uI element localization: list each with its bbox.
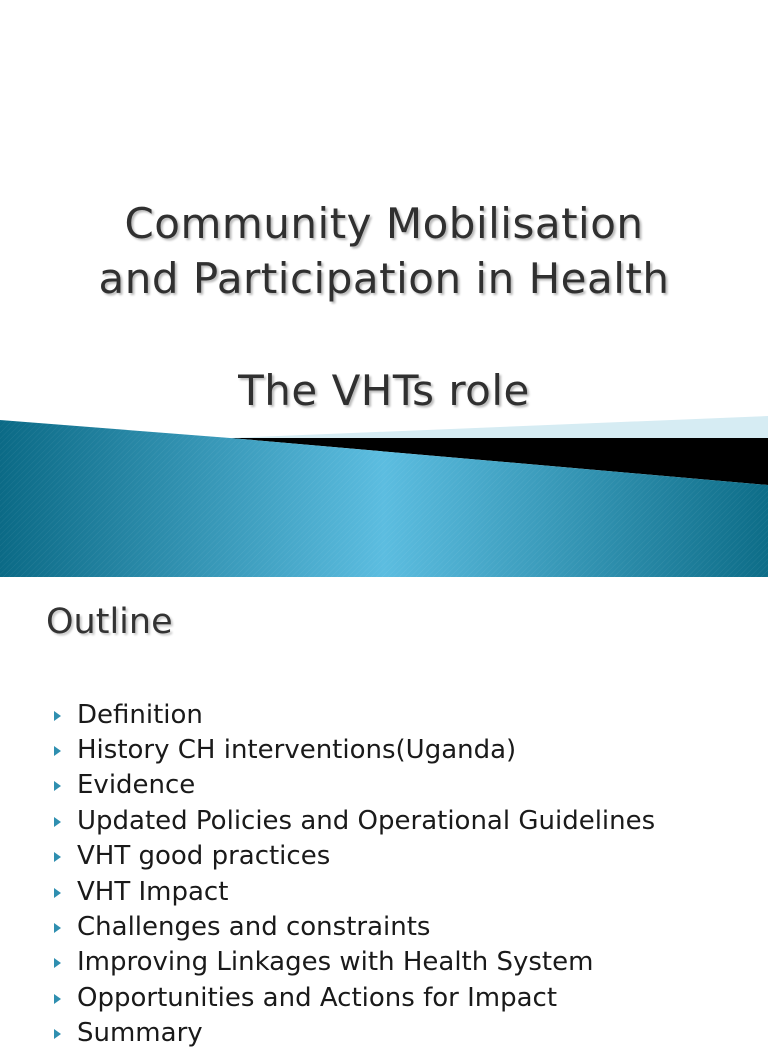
triangle-right-icon [54,994,61,1004]
title-line-1: Community Mobilisation [124,199,644,248]
list-item-text: Definition [77,699,203,730]
triangle-right-icon [54,958,61,968]
list-item [54,909,655,944]
triangle-right-icon [54,1029,61,1039]
list-item [54,1016,655,1051]
list-item-text: Opportunities and Actions for Impact [77,982,558,1013]
list-item-text: Challenges and constraints [77,912,431,943]
list-item-text: VHT Impact [77,876,229,907]
list-item [54,732,655,767]
triangle-right-icon [54,923,61,933]
list-item-text: Summary [77,1018,203,1049]
list-item [54,697,655,732]
list-item-text: Evidence [77,770,196,801]
triangle-right-icon [54,711,61,721]
outline-slide [0,577,768,1049]
outline-heading: Outline [46,602,173,642]
triangle-right-icon [54,746,61,756]
list-item-text: Updated Policies and Operational Guidelines [77,805,656,836]
slide-title [0,196,768,418]
list-item [54,874,655,909]
triangle-right-icon [54,888,61,898]
list-item-text: History CH interventions(Uganda) [77,735,517,766]
triangle-right-icon [54,852,61,862]
outline-list [54,697,655,1051]
triangle-right-icon [54,781,61,791]
slide-subtitle: The VHTs role [238,366,530,415]
triangle-right-icon [54,817,61,827]
list-item-text: Improving Linkages with Health System [77,947,594,978]
list-item [54,980,655,1015]
list-item [54,803,655,838]
title-line-2: and Participation in Health [98,254,670,303]
decorative-wave-band [0,410,768,577]
list-item [54,945,655,980]
list-item [54,768,655,803]
list-item-text: VHT good practices [77,841,331,872]
list-item [54,839,655,874]
